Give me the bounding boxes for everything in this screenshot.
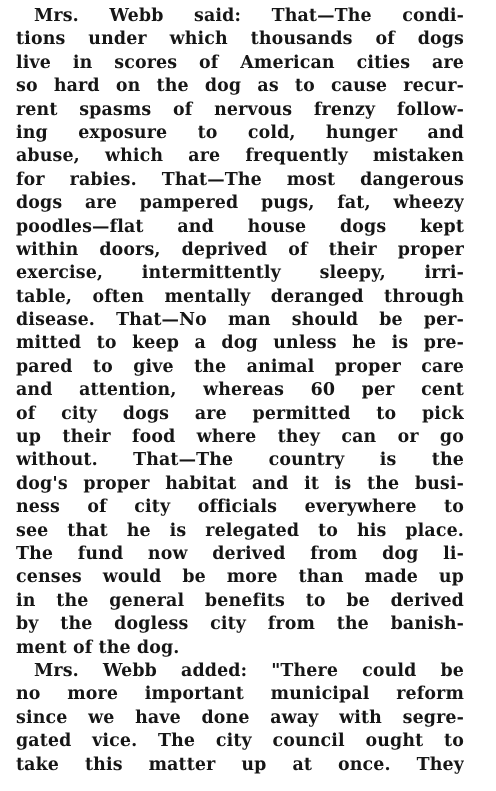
text-line: censes would be more than made up [16, 567, 464, 588]
text-line: for rabies. That—The most dangerous [16, 169, 464, 190]
article-column [16, 5, 464, 777]
text-line: tions under which thousands of dogs [16, 29, 464, 50]
text-line: abuse, which are frequently mistaken [16, 146, 464, 167]
text-line: live in scores of American cities are [16, 52, 464, 73]
text-line: up their food where they can or go [16, 427, 464, 448]
text-line: pared to give the animal proper care [16, 356, 464, 377]
text-line: by the dogless city from the banish- [16, 614, 464, 635]
text-line: rent spasms of nervous frenzy follow- [16, 99, 464, 120]
text-line: Mrs. Webb added: "There could be [34, 660, 464, 681]
text-line: dog's proper habitat and it is the busi- [16, 473, 464, 494]
text-line: so hard on the dog as to cause recur- [16, 76, 464, 97]
text-line: in the general benefits to be derived [16, 590, 464, 611]
text-line: disease. That—No man should be per- [16, 310, 464, 331]
text-line: Mrs. Webb said: That—The condi- [34, 6, 464, 26]
text-line: no more important municipal reform [16, 684, 464, 705]
text-line: mitted to keep a dog unless he is pre- [16, 333, 464, 354]
text-line: without. That—The country is the [16, 450, 464, 471]
text-line: dogs are pampered pugs, fat, wheezy [16, 193, 464, 214]
text-line: exercise, intermittently sleepy, irri- [16, 263, 464, 284]
text-line: gated vice. The city council ought to [16, 731, 464, 752]
paragraph-mrs-webb-added [16, 660, 464, 777]
text-line: and attention, whereas 60 per cent [16, 380, 464, 401]
text-line: The fund now derived from dog li- [16, 543, 464, 564]
text-line: poodles—flat and house dogs kept [16, 216, 464, 237]
paragraph-mrs-webb-said [16, 5, 464, 660]
text-line: table, often mentally deranged through [16, 286, 464, 307]
text-line: of city dogs are permitted to pick [16, 403, 464, 424]
text-line: since we have done away with segre- [16, 707, 464, 728]
text-line: see that he is relegated to his place. [16, 520, 464, 541]
text-line: ing exposure to cold, hunger and [16, 122, 464, 143]
text-line: ment of the dog. [16, 637, 180, 658]
text-line: ness of city officials everywhere to [16, 497, 464, 518]
text-line: take this matter up at once. They [16, 754, 464, 775]
text-line: within doors, deprived of their proper [16, 239, 464, 260]
